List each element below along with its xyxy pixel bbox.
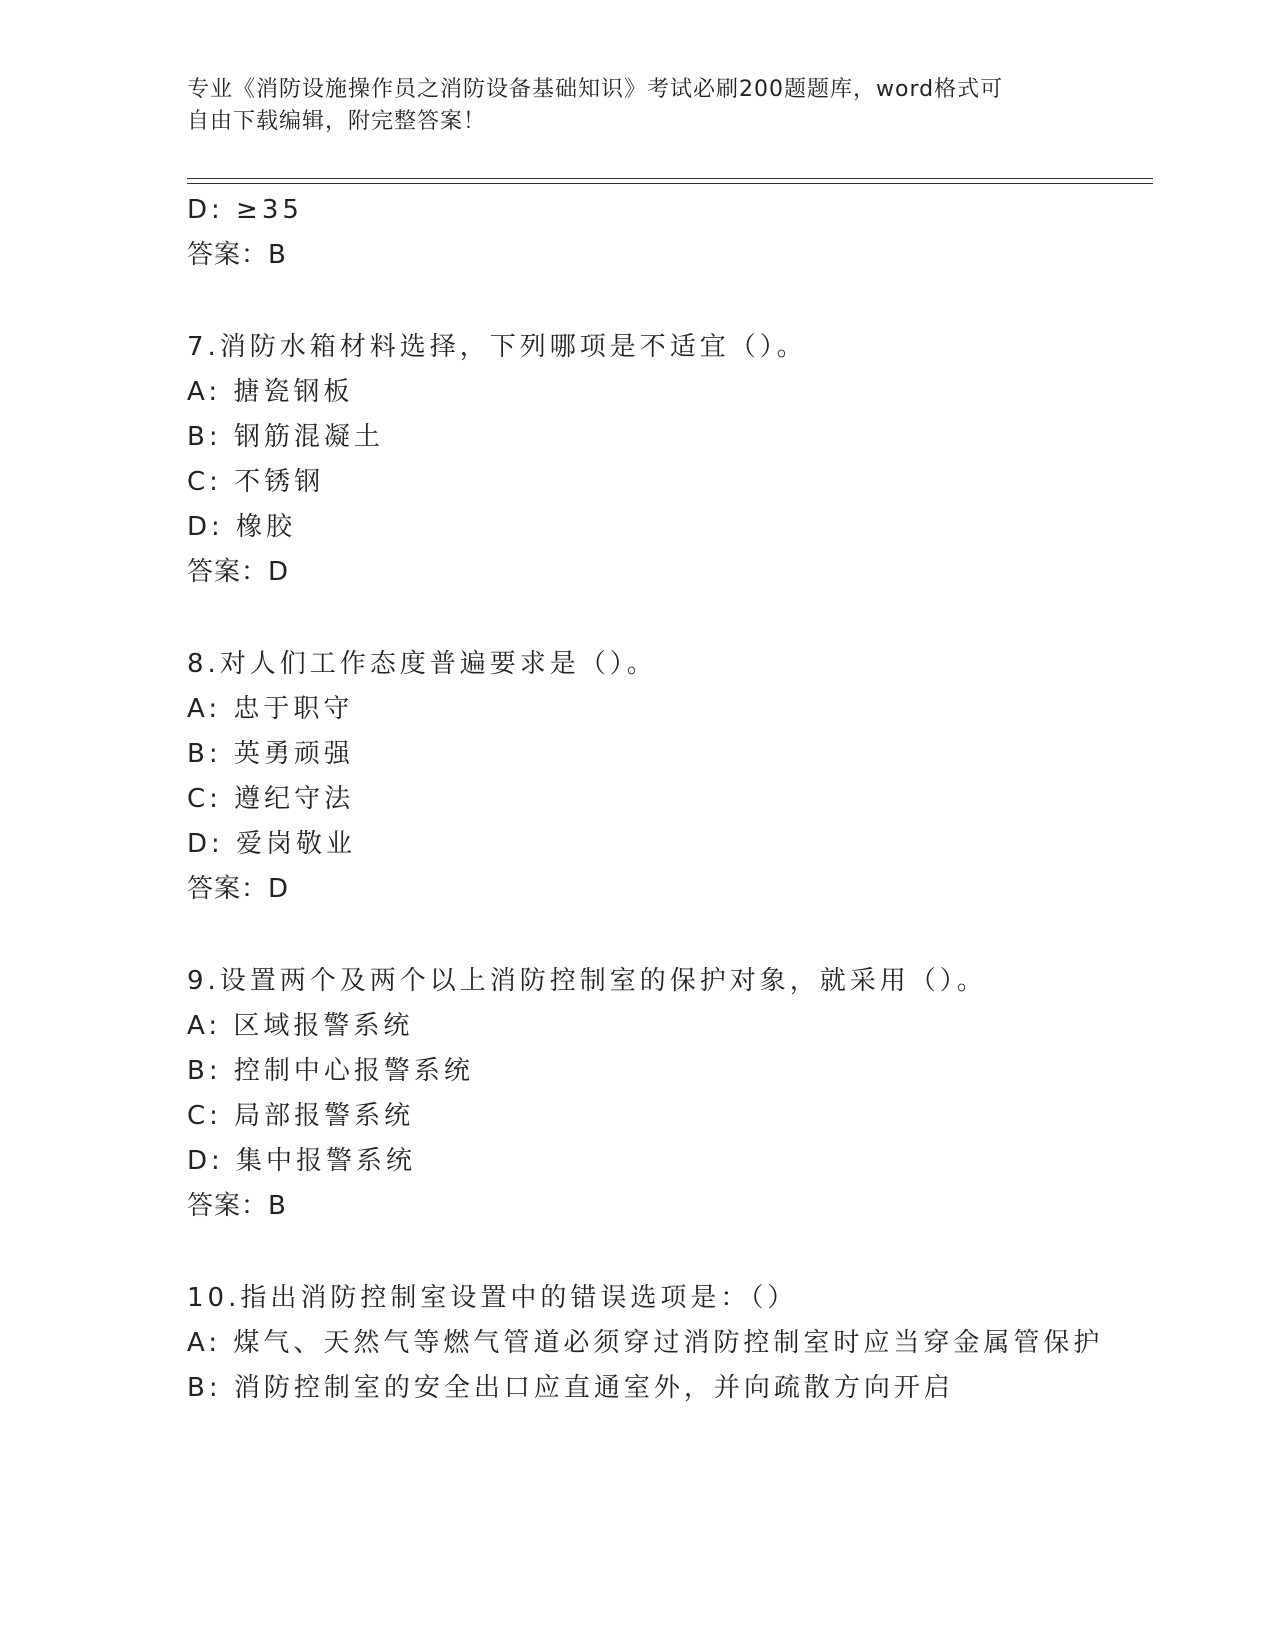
answer: 答案：B <box>187 1191 287 1221</box>
header-divider-bottom <box>187 183 1153 184</box>
spacer <box>187 1229 1153 1276</box>
header-line-2: 自由下载编辑，附完整答案！ <box>187 109 487 134</box>
spacer <box>187 912 1153 959</box>
spacer <box>187 595 1153 642</box>
prev-question-option-d: D: ≥35 <box>187 195 303 225</box>
question-stem: 9.设置两个及两个以上消防控制室的保护对象，就采用（）。 <box>187 966 987 996</box>
header-line-1: 专业《消防设施操作员之消防设备基础知识》考试必刷200题题库，word格式可 <box>187 77 1004 102</box>
question-stem: 8.对人们工作态度普遍要求是（）。 <box>187 649 657 679</box>
question-list <box>187 188 1153 1411</box>
option-c: C: 遵纪守法 <box>187 784 355 814</box>
question-8 <box>187 642 1153 912</box>
option-d: D: 爱岗敬业 <box>187 829 357 859</box>
question-stem: 10.指出消防控制室设置中的错误选项是：（） <box>187 1283 798 1313</box>
option-a: A: 区域报警系统 <box>187 1011 414 1041</box>
header-divider-top <box>187 178 1153 179</box>
question-7 <box>187 325 1153 595</box>
option-b: B: 控制中心报警系统 <box>187 1056 474 1086</box>
option-a: A: 忠于职守 <box>187 694 354 724</box>
option-d: D: 集中报警系统 <box>187 1146 417 1176</box>
option-b: B: 钢筋混凝土 <box>187 422 384 452</box>
option-b: B: 消防控制室的安全出口应直通室外，并向疏散方向开启 <box>187 1373 954 1403</box>
option-c: C: 局部报警系统 <box>187 1101 415 1131</box>
spacer <box>187 278 1153 325</box>
answer: 答案：D <box>187 874 290 904</box>
option-d: D: 橡胶 <box>187 512 297 542</box>
question-stem: 7.消防水箱材料选择，下列哪项是不适宜（）。 <box>187 332 807 362</box>
option-b: B: 英勇顽强 <box>187 739 354 769</box>
answer: 答案：D <box>187 557 290 587</box>
prev-question-answer: 答案：B <box>187 240 287 270</box>
question-9 <box>187 959 1153 1229</box>
option-a: A: 搪瓷钢板 <box>187 377 354 407</box>
option-a: A: 煤气、天然气等燃气管道必须穿过消防控制室时应当穿金属管保护 <box>187 1328 1104 1358</box>
document-header <box>187 74 1067 138</box>
question-10 <box>187 1276 1153 1411</box>
option-c: C: 不锈钢 <box>187 467 325 497</box>
